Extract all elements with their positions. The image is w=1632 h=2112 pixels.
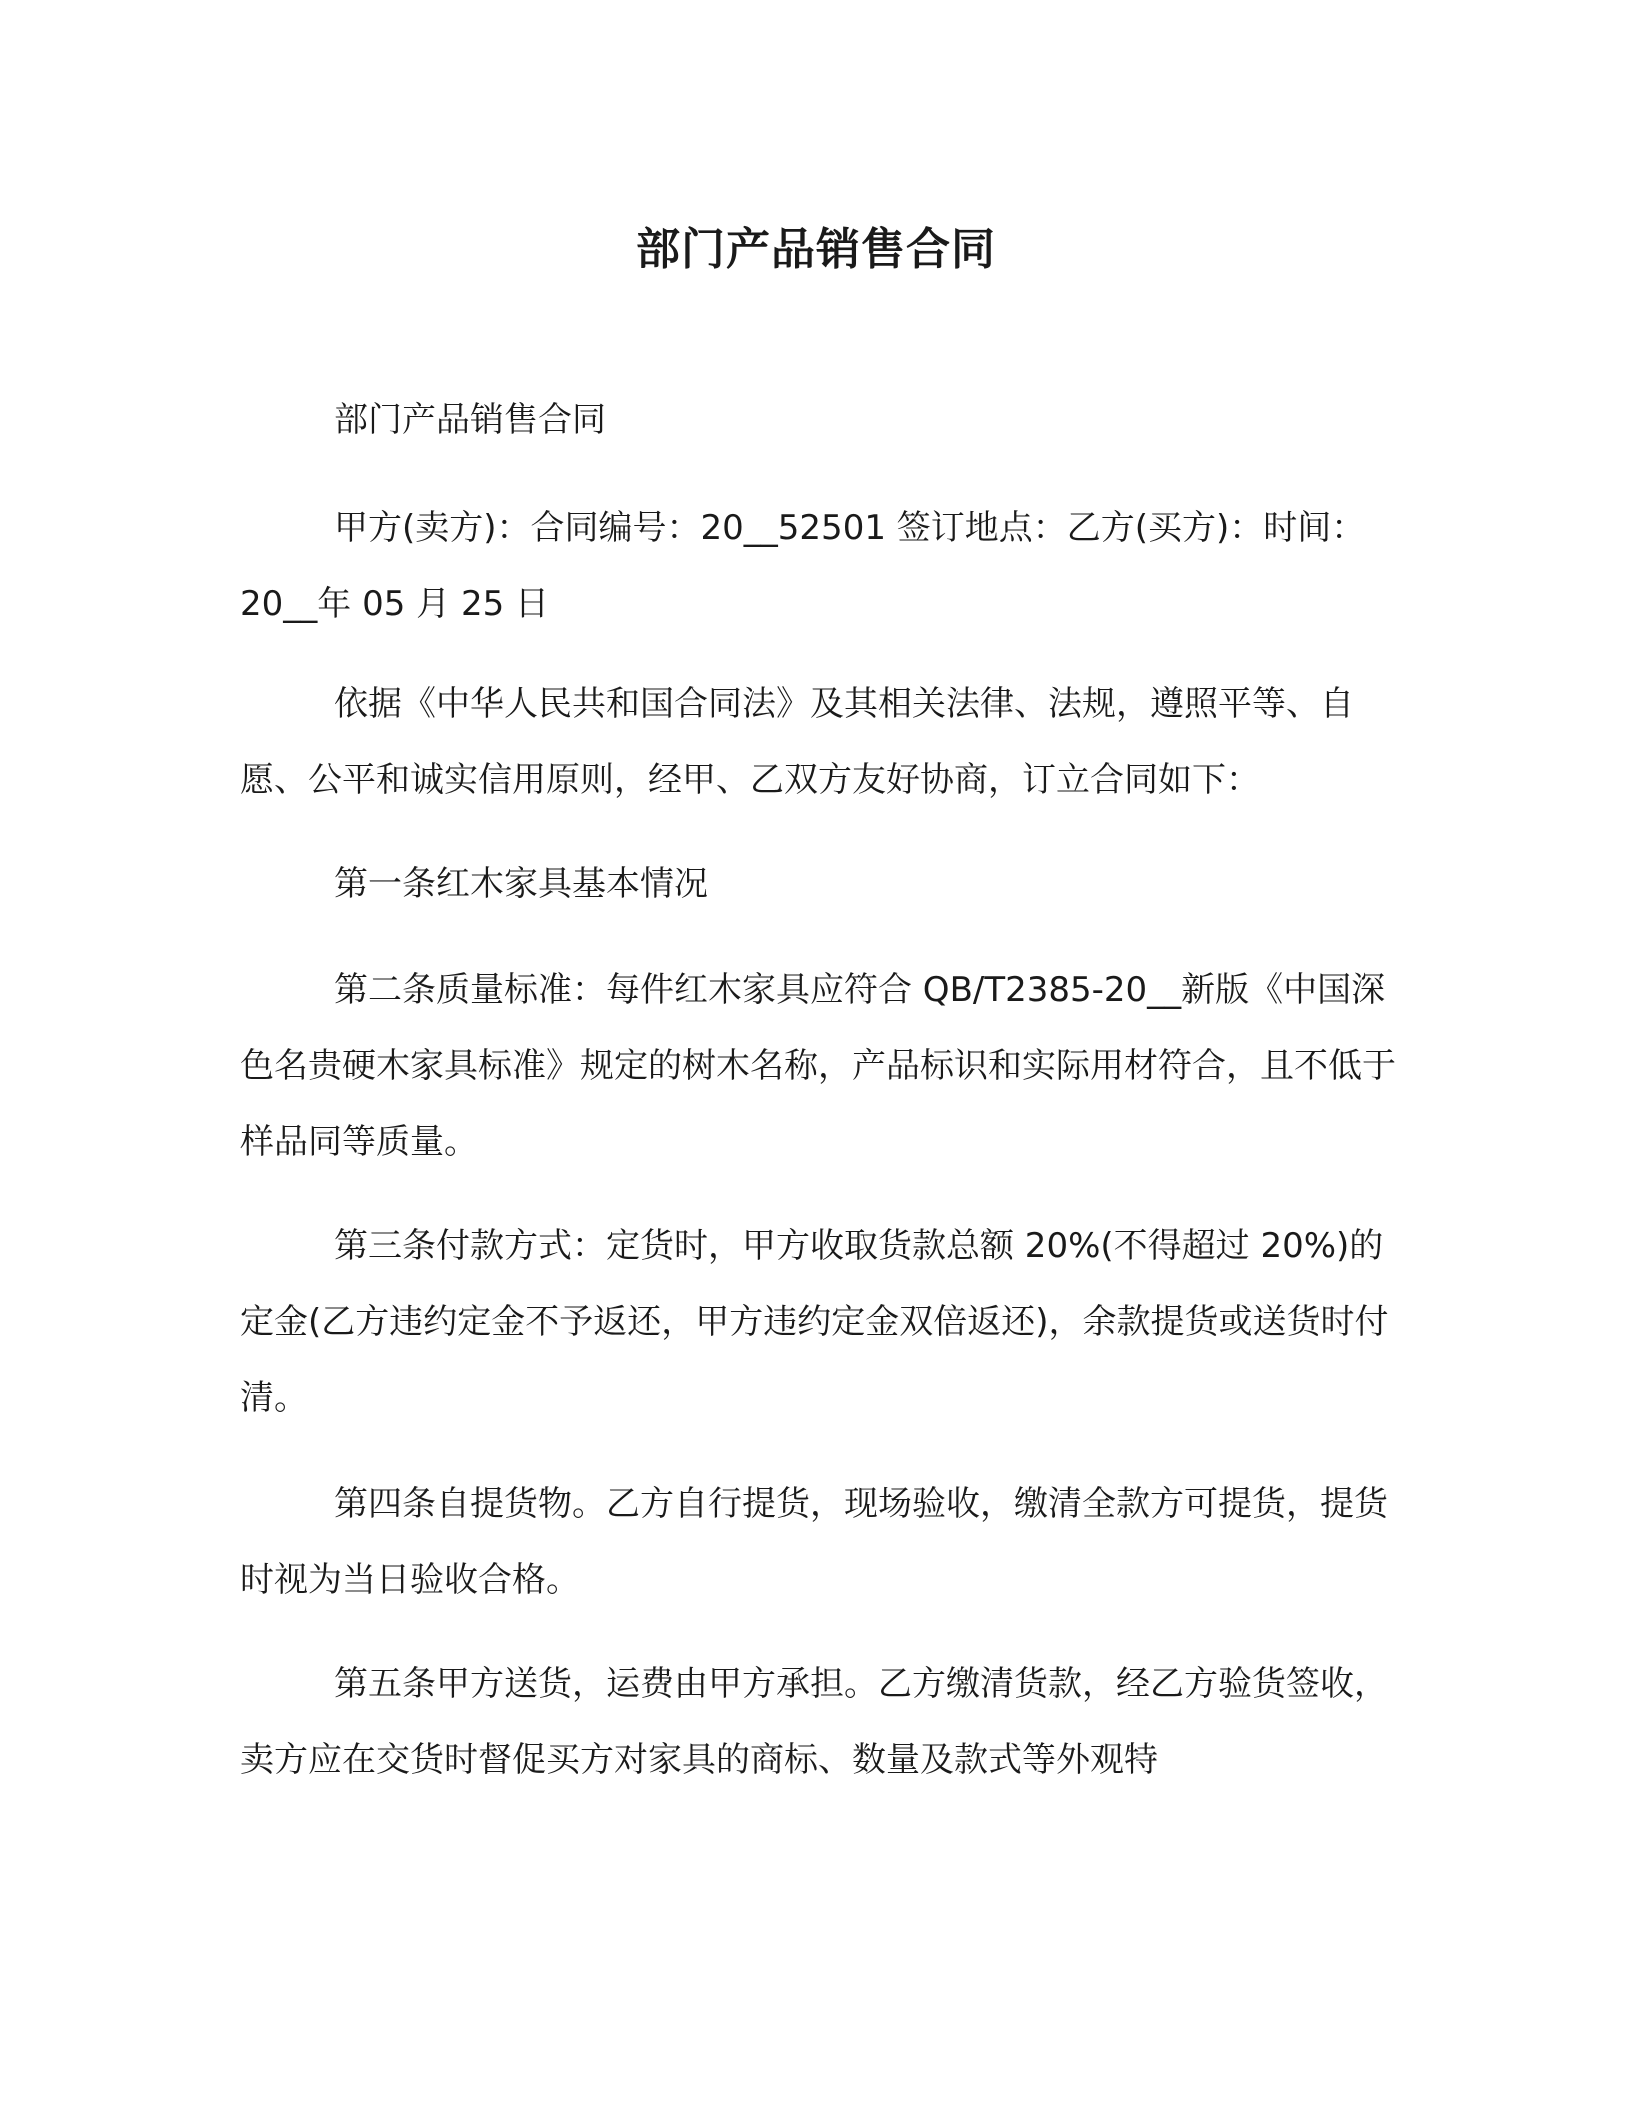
paragraph-article-2: 第二条质量标准：每件红木家具应符合 QB/T2385-20__新版《中国深色名贵硬木家具标准》规定的树木名称，产品标识和实际用材符合，且不低于样品同等质量。 <box>240 970 1396 1162</box>
paragraph-article-5: 第五条甲方送货，运费由甲方承担。乙方缴清货款，经乙方验货签收，卖方应在交货时督促买方对家具的商标、数量及款式等外观特 <box>240 1664 1388 1780</box>
paragraph-article-4: 第四条自提货物。乙方自行提货，现场验收，缴清全款方可提货，提货时视为当日验收合格。 <box>240 1484 1388 1600</box>
paragraph-parties: 甲方(卖方)：合同编号：20__52501 签订地点：乙方(买方)：时间：20__年 05 月 25 日 <box>240 508 1366 624</box>
document-title: 部门产品销售合同 <box>636 224 996 275</box>
paragraph-article-3: 第三条付款方式：定货时，甲方收取货款总额 20%(不得超过 20%)的定金(乙方违约定金不予返还，甲方违约定金双倍返还)，余款提货或送货时付清。 <box>240 1226 1389 1418</box>
paragraph-subtitle: 部门产品销售合同 <box>334 400 606 440</box>
paragraph-article-1: 第一条红木家具基本情况 <box>334 864 708 904</box>
paragraph-basis: 依据《中华人民共和国合同法》及其相关法律、法规，遵照平等、自愿、公平和诚实信用原则，经甲、乙双方友好协商，订立合同如下： <box>240 684 1354 800</box>
